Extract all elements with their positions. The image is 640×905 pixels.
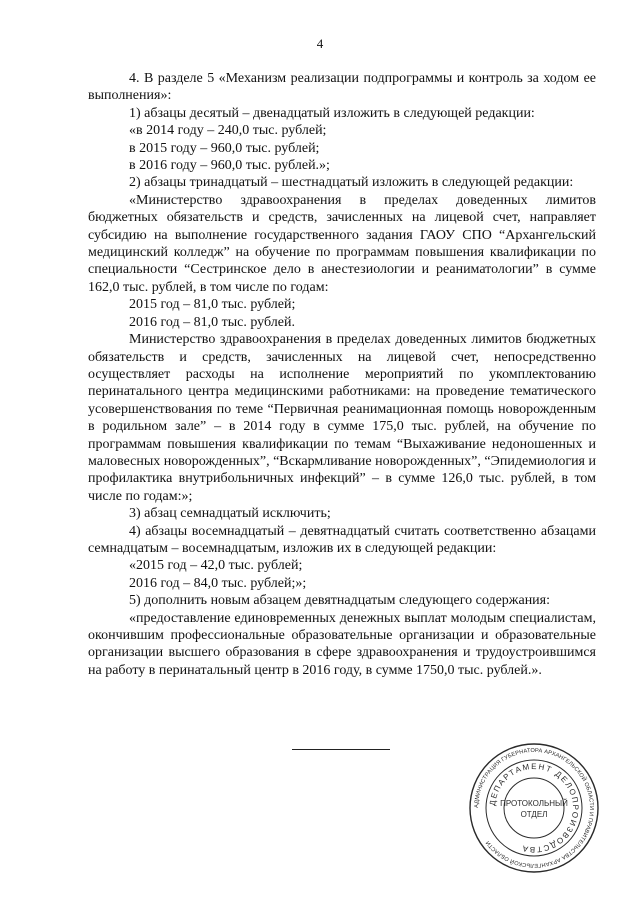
paragraph-2014-amount: «в 2014 году – 240,0 тыс. рублей; xyxy=(129,123,327,139)
official-stamp xyxy=(468,742,600,874)
stamp-center-line-2: ОТДЕЛ xyxy=(520,810,548,819)
stamp-seal-icon xyxy=(468,742,600,874)
stamp-middle-ring xyxy=(486,760,582,856)
paragraph-item-3: 3) абзац семнадцатый исключить; xyxy=(129,506,331,522)
paragraph-2016-amount: в 2016 году – 960,0 тыс. рублей.»; xyxy=(129,158,330,174)
stamp-center-line-1: ПРОТОКОЛЬНЫЙ xyxy=(500,799,568,808)
paragraph-2015-amount: в 2015 году – 960,0 тыс. рублей; xyxy=(129,140,320,156)
paragraph-2016-subsidy: 2016 год – 81,0 тыс. рублей. xyxy=(129,314,295,330)
paragraph-2016-expenses: 2016 год – 84,0 тыс. рублей;»; xyxy=(129,575,307,591)
paragraph-item-4: 4) абзацы восемнадцатый – девятнадцатый считать соответственно абзацами семнадцатым – восемнадцатым, изложив их в следующей редакции: xyxy=(88,523,596,556)
document-body xyxy=(88,70,596,679)
paragraph-item-5: 5) дополнить новым абзацем девятнадцатым следующего содержания: xyxy=(129,593,551,609)
paragraph-section-5-heading: 4. В разделе 5 «Механизм реализации подпрограммы и контроль за ходом ее выполнения»: xyxy=(88,71,596,104)
paragraph-2015-expenses: «2015 год – 42,0 тыс. рублей; xyxy=(129,558,303,574)
stamp-inner-ring xyxy=(504,778,564,838)
stamp-outer-text: АДМИНИСТРАЦИЯ ГУБЕРНАТОРА АРХАНГЕЛЬСКОЙ ОБЛАСТИ И ПРАВИТЕЛЬСТВА АРХАНГЕЛЬСКОЙ ОБЛАСТИ xyxy=(473,747,595,869)
paragraph-2015-subsidy: 2015 год – 81,0 тыс. рублей; xyxy=(129,297,296,313)
paragraph-item-2: 2) абзацы тринадцатый – шестнадцатый изложить в следующей редакции: xyxy=(129,175,574,191)
page-number: 4 xyxy=(316,36,324,51)
paragraph-new-nineteenth: «предоставление единовременных денежных выплат молодым специалистам, окончившим профессиональные образовательные организации и образовательные организации высшего образования в сфере здравоохранения и трудоустроившимся на работу в перинатальный центр в 2016 году, в сумме 1750,0 тыс. рублей.». xyxy=(88,610,596,678)
separator-line xyxy=(292,749,390,750)
paragraph-direct-expenses: Министерство здравоохранения в пределах доведенных лимитов бюджетных обязательств и средств, зачисленных на лицевой счет, непосредственно осуществляет расходы на исполнение мероприятий по укомплектованию перинатального центра медицинскими работниками: на проведение тематического усовершенствования по теме “Первичная реанимационная помощь новорожденным в родильном зале” – в 2014 году в сумме 175,0 тыс. рублей, на обучение по программам повышения квалификации по темам “Выхаживание недоношенных и маловесных новорожденных”, “Вскармливание новорожденных”, “Эпидемиология и профилактика внутрибольничных инфекций” – в сумме 126,0 тыс. рублей, в том числе по годам:»; xyxy=(88,332,596,504)
stamp-inner-text: ДЕПАРТАМЕНТ ДЕЛОПРОИЗВОДСТВА xyxy=(487,761,581,855)
paragraph-subsidy: «Министерство здравоохранения в пределах доведенных лимитов бюджетных обязательств и средств, зачисленных на лицевой счет, направляет субсидию на выполнение государственного задания ГАОУ СПО “Архангельский медицинский колледж” на обучение по программам повышения квалификации по специальности “Сестринское дело в анестезиологии и реаниматологии” в сумме 162,0 тыс. рублей, в том числе по годам: xyxy=(88,192,596,295)
paragraph-item-1: 1) абзацы десятый – двенадцатый изложить в следующей редакции: xyxy=(129,105,535,121)
